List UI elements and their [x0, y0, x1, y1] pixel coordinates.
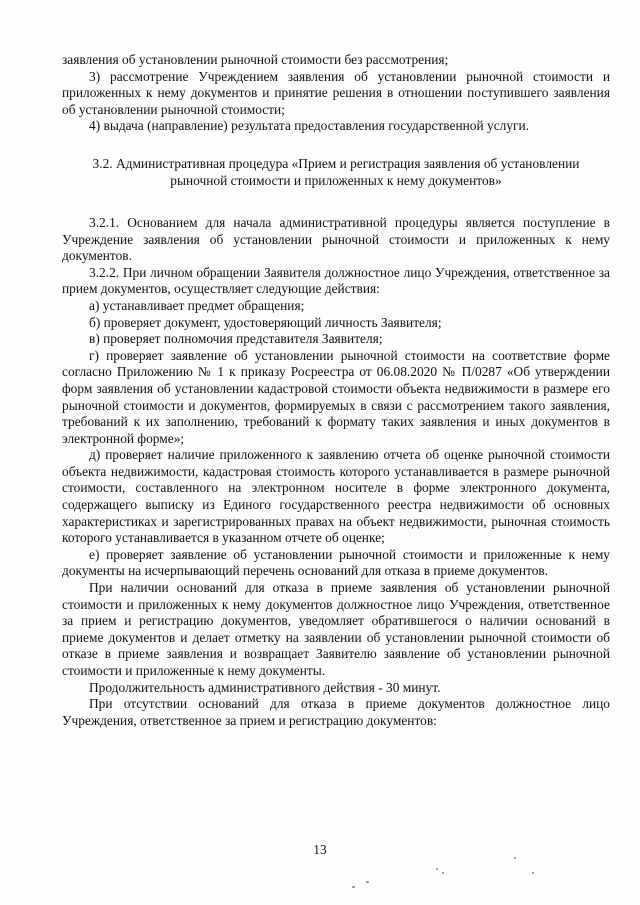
scan-speck — [514, 857, 516, 859]
list-item-g: г) проверяет заявление об установлении рыночной стоимости на соответствие форме согласно Приложению № 1 к приказу Росреестра от 06.08.2020 № П/0287 «Об утверждении форм заявления об установлении кадастровой стоимости объекта недвижимости в размере его рыночной стоимости и документов, формируемых в связи с рассмотрением такого заявления, требований к их заполнению, требований к формату таких заявления и иных документов в электронной форме»; — [62, 347, 610, 446]
paragraph-item-3: 3) рассмотрение Учреждением заявления об установлении рыночной стоимости и приложенных к нему документов и принятие решения в отношении поступившего заявления об установлении рыночной стоимости; — [62, 68, 610, 117]
paragraph-item-4: 4) выдача (направление) результата предоставления государственной услуги. — [89, 118, 530, 134]
list-item-b: б) проверяет документ, удостоверяющий личность Заявителя; — [89, 314, 442, 330]
list-item-e: е) проверяет заявление об установлении рыночной стоимости и приложенные к нему документы на исчерпывающий перечень оснований для отказа в приеме документов. — [62, 546, 610, 579]
scan-speck — [442, 872, 444, 874]
paragraph-3-2-1: 3.2.1. Основанием для начала административной процедуры является поступление в Учреждение заявления об установлении рыночной стоимости и приложенных к нему документов. — [62, 214, 610, 264]
scan-speck — [366, 881, 369, 883]
scan-speck — [436, 868, 438, 870]
list-item-d: д) проверяет наличие приложенного к заявлению отчета об оценке рыночной стоимости объекта недвижимости, кадастровая стоимость которого устанавливается в размере рыночной стоимости, составленного на электронном носителе в форме электронного документа, содержащего выписку из Единого государственного реестра недвижимости об основных характеристиках и зарегистрированных правах на объект недвижимости, рыночная стоимость которого устанавливается в указанном отчете об оценке; — [62, 447, 610, 546]
paragraph-3-2-2: 3.2.2. При личном обращении Заявителя должностное лицо Учреждения, ответственное за прием документов, осуществляет следующие действия: — [62, 264, 610, 297]
page-number: 13 — [313, 842, 327, 857]
scan-speck — [352, 886, 355, 888]
list-item-a: а) устанавливает предмет обращения; — [89, 297, 305, 313]
page-content — [62, 52, 610, 729]
paragraph-continuation: заявления об установлении рыночной стоимости без рассмотрения; — [62, 52, 449, 67]
list-item-v: в) проверяет полномочия представителя Заявителя; — [89, 331, 383, 347]
paragraph-duration: Продолжительность административного действия - 30 минут. — [89, 679, 441, 695]
paragraph-no-refusal: При отсутствии оснований для отказа в приеме документов должностное лицо Учреждения, ответственное за прием и регистрацию документов: — [62, 696, 610, 728]
section-heading: 3.2. Административная процедура «Прием и регистрация заявления об установлении рыночной стоимости и приложенных к нему документов» — [92, 155, 580, 188]
scan-speck — [532, 872, 534, 874]
paragraph-refusal: При наличии оснований для отказа в приеме заявления об установлении рыночной стоимости и приложенных к нему документов должностное лицо Учреждения, ответственное за прием и регистрацию документов, уведомляет обратившегося о наличии оснований в приеме документов и делает отметку на заявлении об установлении рыночной стоимости об отказе в приеме заявления и возвращает Заявителю заявление об установлении рыночной стоимости и приложенные к нему документы. — [62, 580, 610, 678]
